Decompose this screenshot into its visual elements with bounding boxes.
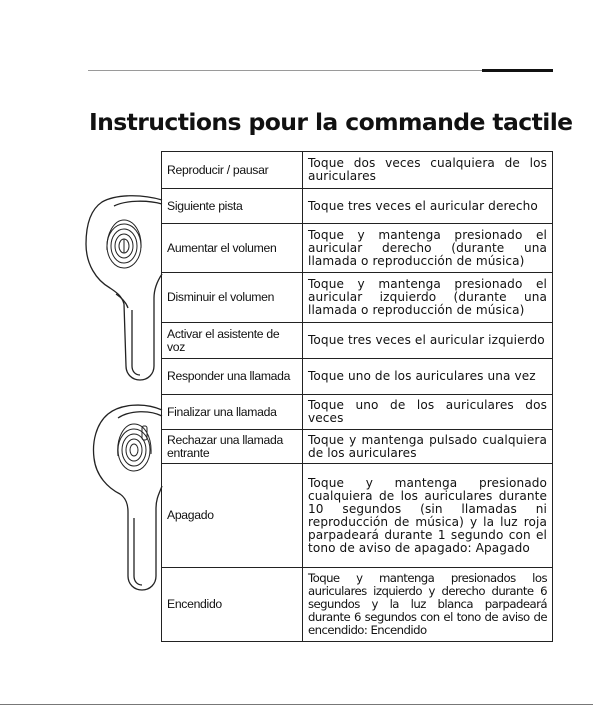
page-title: Instructions pour la commande tactile — [89, 108, 573, 136]
command-label: Aumentar el volumen — [162, 224, 303, 273]
header-rule-accent — [482, 69, 553, 72]
command-description: Toque y mantenga presionado el auricular izquierdo (durante una llamada o reproducción de música) — [303, 273, 553, 323]
command-label: Activar el asistente de voz — [162, 323, 303, 359]
command-label: Encendido — [162, 568, 303, 642]
command-label: Rechazar una llamada entrante — [162, 430, 303, 464]
command-description: Toque dos veces cualquiera de los auriculares — [303, 152, 553, 189]
command-label: Finalizar una llamada — [162, 395, 303, 430]
table-row — [162, 464, 553, 568]
page-bottom-rule — [0, 704, 593, 705]
command-label: Apagado — [162, 464, 303, 568]
table-row — [162, 189, 553, 224]
command-label: Responder una llamada — [162, 359, 303, 395]
table-row — [162, 430, 553, 464]
touch-controls-table — [161, 151, 553, 642]
header-rule — [88, 70, 482, 71]
command-label: Disminuir el volumen — [162, 273, 303, 323]
table-row — [162, 224, 553, 273]
command-description: Toque tres veces el auricular izquierdo — [303, 323, 553, 359]
command-description: Toque uno de los auriculares una vez — [303, 359, 553, 395]
table-row — [162, 273, 553, 323]
table-row — [162, 395, 553, 430]
earbud-top-icon — [82, 190, 166, 386]
table-row — [162, 323, 553, 359]
command-description: Toque tres veces el auricular derecho — [303, 189, 553, 224]
earbud-bottom-icon — [90, 398, 166, 594]
table-row — [162, 359, 553, 395]
command-description: Toque y mantenga presionado el auricular derecho (durante una llamada o reproducción de música) — [303, 224, 553, 273]
command-description: Toque y mantenga presionados los auriculares izquierdo y derecho durante 6 segundos y la luz blanca parpadeará durante 6 segundos con el tono de aviso de encendido: Encendido — [303, 568, 553, 642]
command-description: Toque y mantenga presionado cualquiera de los auriculares durante 10 segundos (sin llamadas ni reproducción de música) y la luz roja parpadeará durante 1 segundo con el tono de aviso de apagado: Apagado — [303, 464, 553, 568]
command-description: Toque y mantenga pulsado cualquiera de los auriculares — [303, 430, 553, 464]
command-description: Toque uno de los auriculares dos veces — [303, 395, 553, 430]
command-label: Siguiente pista — [162, 189, 303, 224]
table-row — [162, 568, 553, 642]
table-row — [162, 152, 553, 189]
command-label: Reproducir / pausar — [162, 152, 303, 189]
